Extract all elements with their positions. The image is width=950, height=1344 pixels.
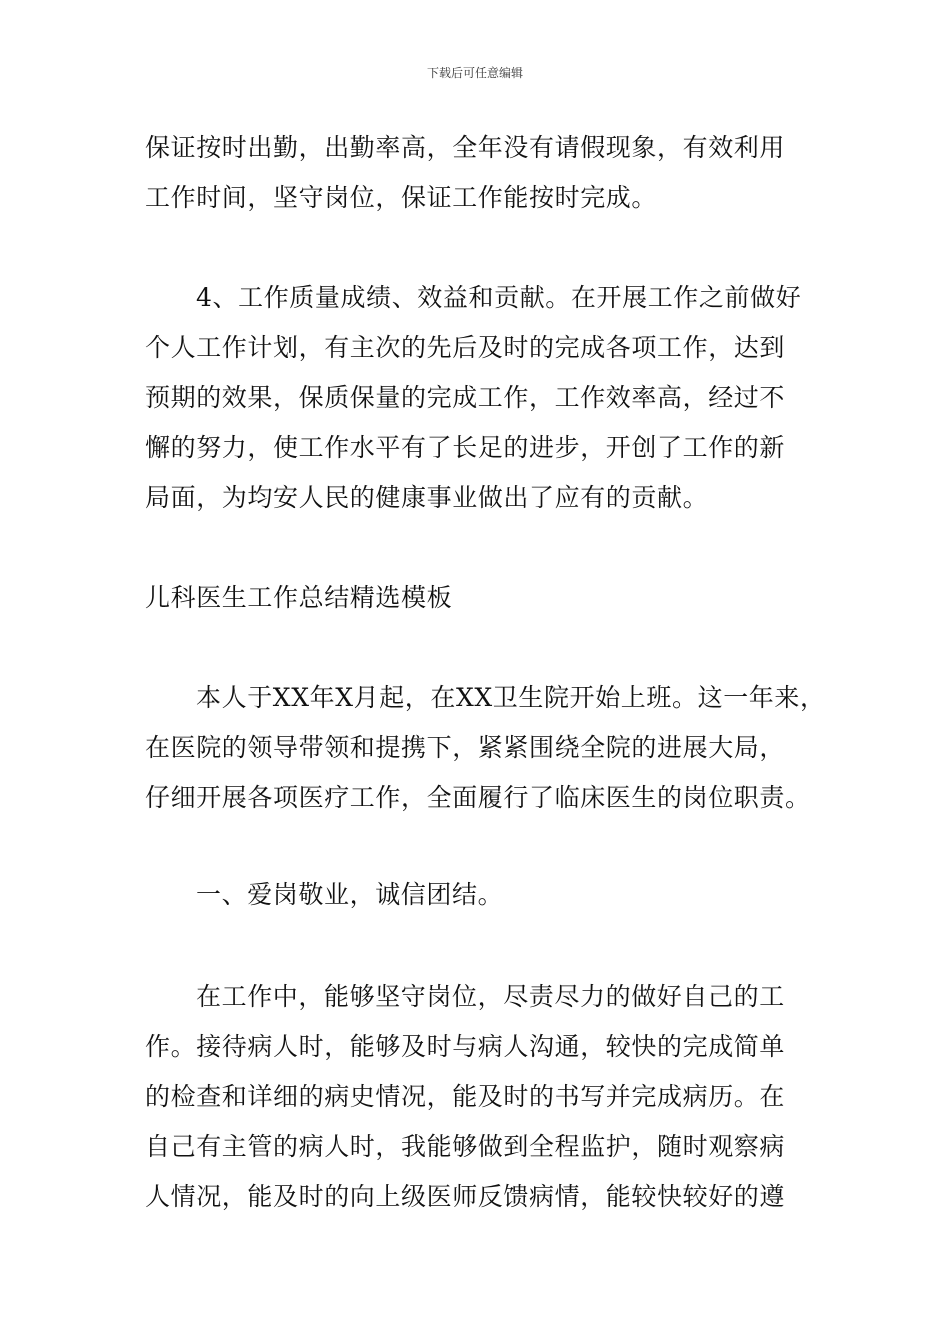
text-line: 预期的效果，保质保量的完成工作，工作效率高，经过不 [145,383,786,412]
subsection-heading: 一、爱岗敬业，诚信团结。 [196,880,504,909]
paragraph-4-first-line: 4、工作质量成绩、效益和贡献。在开展工作之前做好 [196,283,802,312]
body-first-line: 在工作中，能够坚守岗位，尽责尽力的做好自己的工 [196,982,785,1011]
text-line: 保证按时出勤，出勤率高，全年没有请假现象，有效利用 [145,133,786,162]
page-header-note: 下载后可任意编辑 [426,66,523,80]
text-line: 仔细开展各项医疗工作，全面履行了临床医生的岗位职责。 [145,783,811,812]
text-line: 作。接待病人时，能够及时与病人沟通，较快的完成简单 [145,1032,786,1061]
text-line: 自己有主管的病人时，我能够做到全程监护，随时观察病 [145,1132,786,1161]
intro-first-line: 本人于XX年X月起，在XX卫生院开始上班。这一年来， [196,683,826,712]
section-title: 儿科医生工作总结精选模板 [145,583,453,612]
text-line: 懈的努力，使工作水平有了长足的进步，开创了工作的新 [145,433,786,462]
text-line: 的检查和详细的病史情况，能及时的书写并完成病历。在 [145,1082,786,1111]
text-line: 个人工作计划，有主次的先后及时的完成各项工作，达到 [145,333,786,362]
text-line: 人情况，能及时的向上级医师反馈病情，能较快较好的遵 [145,1182,786,1211]
text-line: 在医院的领导带领和提携下，紧紧围绕全院的进展大局， [145,733,786,762]
text-line: 局面，为均安人民的健康事业做出了应有的贡献。 [145,483,709,512]
text-line: 工作时间，坚守岗位，保证工作能按时完成。 [145,183,658,212]
